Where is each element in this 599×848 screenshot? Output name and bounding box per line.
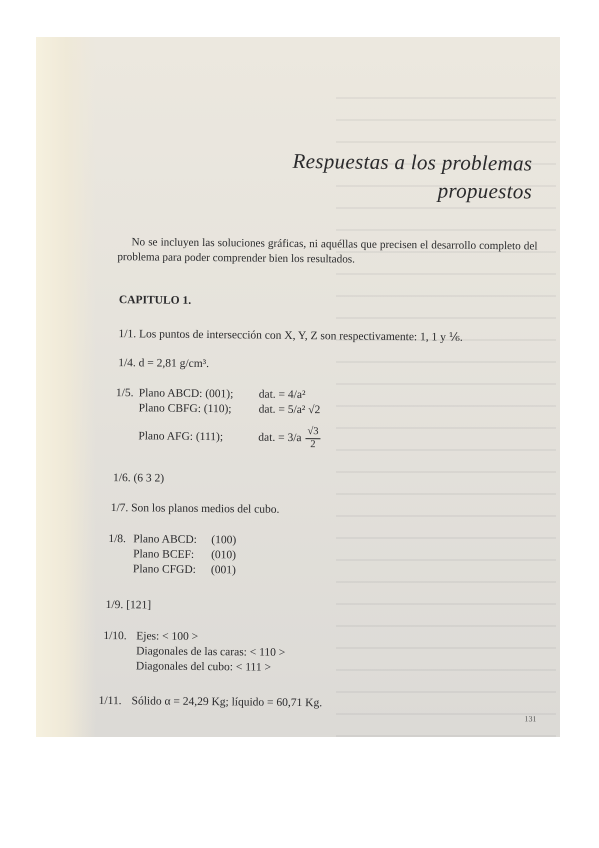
answer-1-5 bbox=[115, 386, 321, 451]
title-line-2: propuestos bbox=[437, 178, 533, 204]
plane-density: dat. = 4/a² bbox=[258, 388, 306, 402]
answer-lines bbox=[138, 386, 321, 451]
answer-line bbox=[133, 532, 236, 548]
answer-1-9 bbox=[106, 598, 152, 613]
answer-number: 1/5. bbox=[115, 387, 134, 400]
answer-lines bbox=[133, 532, 236, 578]
answer-number: 1/9. bbox=[105, 598, 124, 612]
answer-number: 1/8. bbox=[108, 533, 127, 546]
answer-text: Los puntos de intersección con X, Y, Z son respectivamente: 1, 1 y ⅙. bbox=[138, 328, 463, 344]
plane-index: (010) bbox=[211, 549, 237, 562]
answer-text: [121] bbox=[126, 599, 152, 612]
answer-line: Ejes: < 100 > bbox=[136, 630, 199, 643]
chapter-heading: CAPITULO 1. bbox=[118, 294, 192, 307]
answer-number: 1/4. bbox=[118, 357, 136, 370]
answer-line bbox=[133, 562, 236, 578]
answer-line bbox=[139, 401, 321, 418]
plane-label: Plano CBFG: (110); bbox=[138, 402, 232, 416]
answer-number: 1/11. bbox=[98, 694, 122, 708]
plane-label: Plano BCEF: bbox=[133, 548, 195, 561]
plane-label: Plano AFG: (111); bbox=[138, 430, 224, 444]
answer-1-10 bbox=[103, 629, 286, 676]
answer-1-11 bbox=[99, 694, 323, 711]
fraction-numerator: √3 bbox=[305, 426, 320, 439]
answer-text: Sólido α = 24,29 Kg; líquido = 60,71 Kg. bbox=[131, 695, 323, 710]
plane-index: (100) bbox=[211, 534, 237, 547]
answer-number: 1/1. bbox=[118, 328, 137, 341]
answer-line: Diagonales del cubo: < 111 > bbox=[135, 660, 272, 674]
answer-line bbox=[133, 547, 236, 563]
plane-label: Plano ABCD: bbox=[133, 533, 197, 546]
book-page bbox=[36, 37, 560, 737]
answer-line bbox=[138, 424, 320, 451]
title-line-1: Respuestas a los problemas bbox=[292, 148, 533, 176]
intro-paragraph: No se incluyen las soluciones gráficas, ni aquéllas que precisen el desarrollo completo del problema para poder comprender bien los resultados. bbox=[117, 236, 538, 266]
fraction bbox=[305, 426, 320, 451]
answer-1-7 bbox=[111, 501, 280, 518]
plane-label: Plano ABCD: (001); bbox=[138, 387, 234, 401]
page-title bbox=[212, 146, 533, 205]
answer-number: 1/6. bbox=[112, 472, 131, 485]
plane-label: Plano CFGD: bbox=[132, 563, 196, 576]
answer-text: Son los planos medios del cubo. bbox=[131, 502, 280, 516]
page-number: 131 bbox=[524, 714, 537, 724]
answer-text: d = 2,81 g/cm³. bbox=[138, 357, 210, 371]
page-photo bbox=[36, 37, 560, 737]
answer-lines bbox=[136, 629, 286, 676]
answer-1-1 bbox=[118, 327, 462, 346]
answer-number: 1/10. bbox=[103, 629, 127, 643]
answer-1-6 bbox=[113, 471, 164, 487]
plane-index: (001) bbox=[210, 564, 236, 577]
answer-number: 1/7. bbox=[110, 502, 129, 515]
answer-1-8 bbox=[108, 532, 236, 578]
answer-text: (6 3 2) bbox=[133, 472, 165, 485]
answer-line: Diagonales de las caras: < 110 > bbox=[136, 645, 286, 659]
plane-density: dat. = 5/a² √2 bbox=[258, 403, 321, 417]
plane-density: dat. = 3/a bbox=[258, 431, 302, 445]
answer-1-4 bbox=[118, 356, 209, 372]
fraction-denominator: 2 bbox=[310, 439, 316, 451]
